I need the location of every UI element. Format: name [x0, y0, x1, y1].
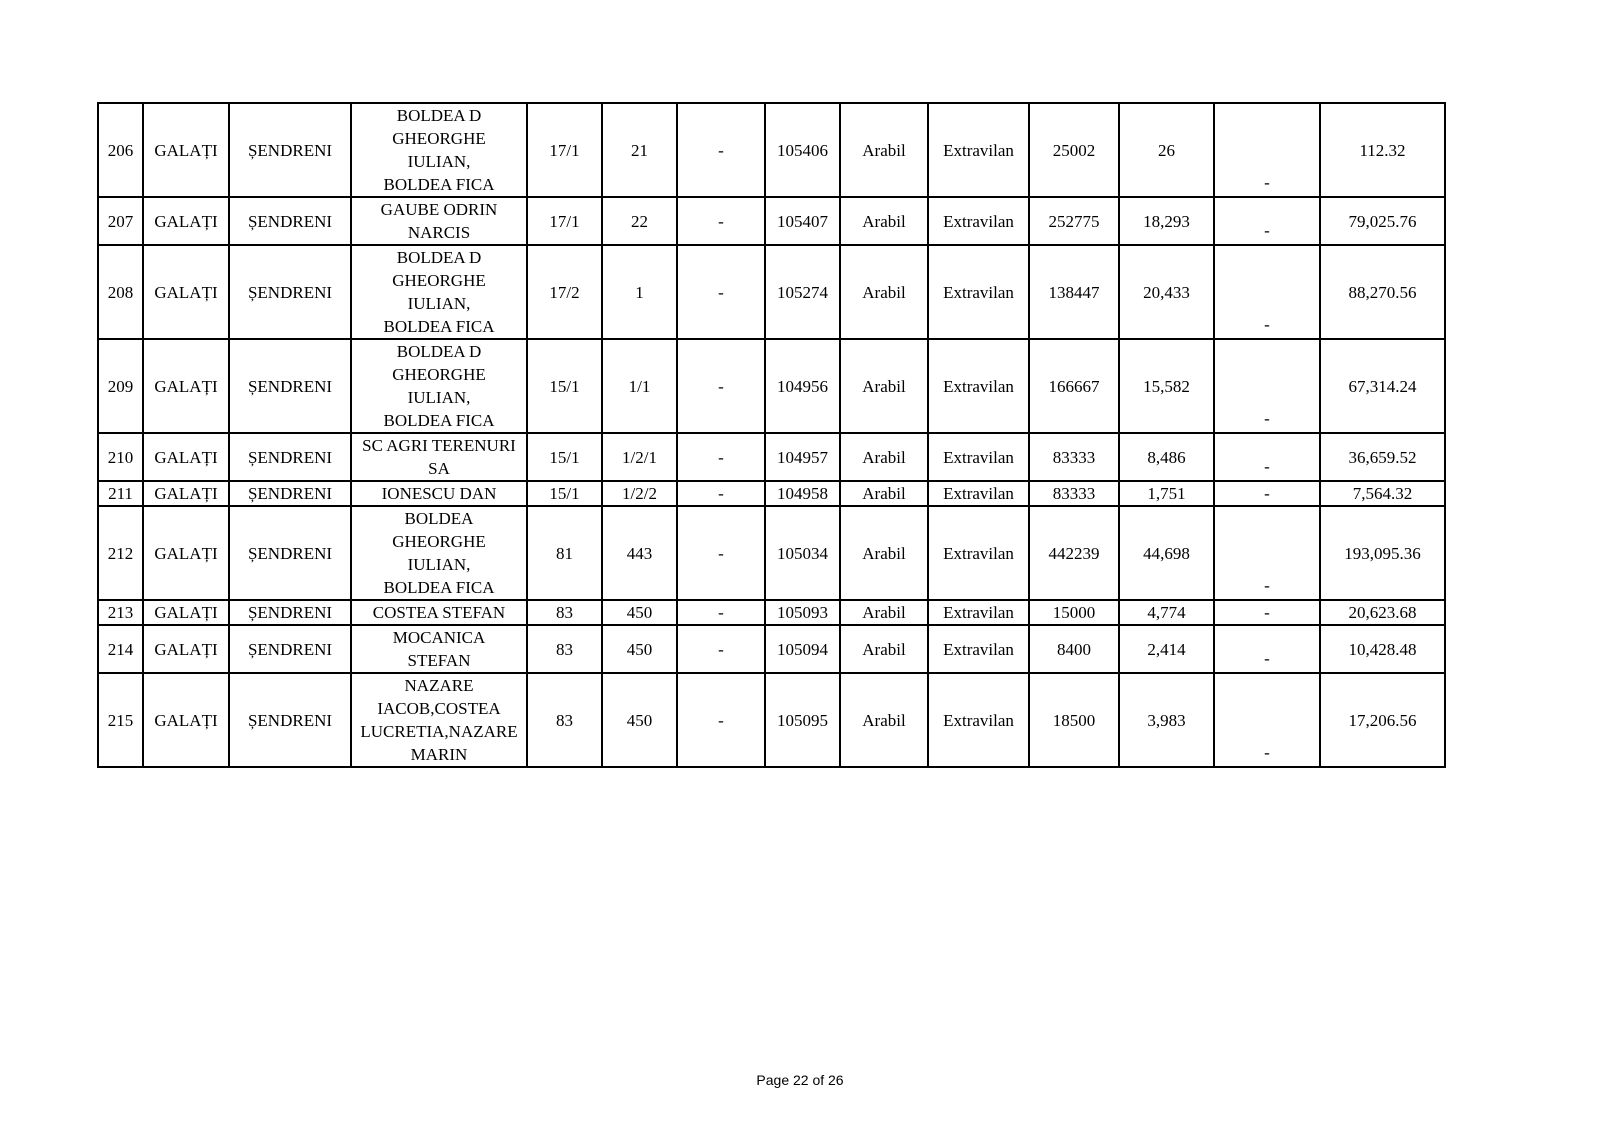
- cadastral-number-cell: 105274: [765, 245, 840, 339]
- owner-line: SC AGRI TERENURI: [362, 436, 516, 455]
- amount-cell: 10,428.48: [1320, 625, 1445, 673]
- total-area-cell: 252775: [1029, 197, 1119, 245]
- dash-cell: -: [677, 245, 765, 339]
- affected-area-cell: 3,983: [1119, 673, 1214, 767]
- dash-cell: -: [677, 506, 765, 600]
- owner-cell: [351, 625, 527, 673]
- cadastral-number-cell: 105095: [765, 673, 840, 767]
- locality-cell: ȘENDRENI: [229, 245, 351, 339]
- owner-line: BOLDEA FICA: [383, 578, 495, 597]
- row-number-cell: 208: [98, 245, 143, 339]
- county-cell: GALAȚI: [143, 506, 229, 600]
- owner-line: IACOB,COSTEA: [377, 699, 501, 718]
- table-row: [98, 481, 1445, 506]
- owner-line: IULIAN,: [407, 555, 471, 574]
- dash-low-cell: -: [1214, 673, 1320, 767]
- row-number-cell: 210: [98, 433, 143, 481]
- owner-cell: [351, 103, 527, 197]
- amount-cell: 112.32: [1320, 103, 1445, 197]
- zone-cell: Extravilan: [928, 197, 1029, 245]
- owner-cell: [351, 339, 527, 433]
- county-cell: GALAȚI: [143, 197, 229, 245]
- owner-line: GHEORGHE: [392, 129, 486, 148]
- affected-area-cell: 44,698: [1119, 506, 1214, 600]
- locality-cell: ȘENDRENI: [229, 625, 351, 673]
- row-number-cell: 213: [98, 600, 143, 625]
- zone-cell: Extravilan: [928, 481, 1029, 506]
- county-cell: GALAȚI: [143, 481, 229, 506]
- owner-line: BOLDEA D: [396, 106, 482, 125]
- table-row: [98, 625, 1445, 673]
- owner-line: BOLDEA D: [396, 248, 482, 267]
- table-row: [98, 600, 1445, 625]
- owner-line: IULIAN,: [407, 294, 471, 313]
- owner-cell: [351, 506, 527, 600]
- owner-line: NARCIS: [407, 223, 471, 242]
- amount-cell: 36,659.52: [1320, 433, 1445, 481]
- dash-low-cell: -: [1214, 339, 1320, 433]
- table-row: [98, 506, 1445, 600]
- locality-cell: ȘENDRENI: [229, 197, 351, 245]
- dash-cell: -: [677, 197, 765, 245]
- dash-cell: -: [677, 339, 765, 433]
- amount-cell: 7,564.32: [1320, 481, 1445, 506]
- owner-line: MOCANICA: [392, 628, 486, 647]
- owner-cell: [351, 197, 527, 245]
- owner-line: BOLDEA FICA: [383, 175, 495, 194]
- parcel-cell: 1/2/2: [602, 481, 677, 506]
- parcel-cell: 443: [602, 506, 677, 600]
- zone-cell: Extravilan: [928, 433, 1029, 481]
- parcel-cell: 1/1: [602, 339, 677, 433]
- locality-cell: ȘENDRENI: [229, 673, 351, 767]
- category-cell: Arabil: [840, 339, 928, 433]
- dash-low-cell: -: [1214, 245, 1320, 339]
- zone-cell: Extravilan: [928, 506, 1029, 600]
- owner-line: LUCRETIA,NAZARE: [360, 722, 518, 741]
- affected-area-cell: 1,751: [1119, 481, 1214, 506]
- owner-line: NAZARE: [404, 676, 474, 695]
- owner-cell: [351, 673, 527, 767]
- locality-cell: ȘENDRENI: [229, 433, 351, 481]
- dash-low-cell: -: [1214, 600, 1320, 625]
- tarla-cell: 15/1: [527, 481, 602, 506]
- table-row: [98, 197, 1445, 245]
- owner-line: GHEORGHE: [392, 365, 486, 384]
- tarla-cell: 15/1: [527, 433, 602, 481]
- page-number: Page 22 of 26: [756, 1072, 844, 1088]
- zone-cell: Extravilan: [928, 103, 1029, 197]
- category-cell: Arabil: [840, 600, 928, 625]
- table-row: [98, 103, 1445, 197]
- category-cell: Arabil: [840, 433, 928, 481]
- total-area-cell: 442239: [1029, 506, 1119, 600]
- row-number-cell: 209: [98, 339, 143, 433]
- owner-line: IONESCU DAN: [381, 484, 497, 503]
- affected-area-cell: 20,433: [1119, 245, 1214, 339]
- owner-line: GHEORGHE: [392, 532, 486, 551]
- cadastral-number-cell: 104956: [765, 339, 840, 433]
- row-number-cell: 215: [98, 673, 143, 767]
- cadastral-number-cell: 104957: [765, 433, 840, 481]
- parcel-cell: 450: [602, 625, 677, 673]
- total-area-cell: 8400: [1029, 625, 1119, 673]
- county-cell: GALAȚI: [143, 433, 229, 481]
- dash-low-cell: -: [1214, 103, 1320, 197]
- dash-cell: -: [677, 481, 765, 506]
- category-cell: Arabil: [840, 673, 928, 767]
- amount-cell: 193,095.36: [1320, 506, 1445, 600]
- locality-cell: ȘENDRENI: [229, 506, 351, 600]
- tarla-cell: 17/2: [527, 245, 602, 339]
- owner-cell: [351, 481, 527, 506]
- zone-cell: Extravilan: [928, 245, 1029, 339]
- tarla-cell: 83: [527, 673, 602, 767]
- owner-cell: [351, 433, 527, 481]
- parcel-cell: 22: [602, 197, 677, 245]
- parcel-cell: 21: [602, 103, 677, 197]
- tarla-cell: 83: [527, 600, 602, 625]
- affected-area-cell: 4,774: [1119, 600, 1214, 625]
- owner-line: IULIAN,: [407, 152, 471, 171]
- locality-cell: ȘENDRENI: [229, 600, 351, 625]
- amount-cell: 67,314.24: [1320, 339, 1445, 433]
- dash-low-cell: -: [1214, 506, 1320, 600]
- dash-cell: -: [677, 600, 765, 625]
- parcel-cell: 450: [602, 600, 677, 625]
- category-cell: Arabil: [840, 506, 928, 600]
- table-body: [98, 103, 1445, 767]
- locality-cell: ȘENDRENI: [229, 339, 351, 433]
- dash-cell: -: [677, 625, 765, 673]
- category-cell: Arabil: [840, 481, 928, 506]
- dash-cell: -: [677, 103, 765, 197]
- cadastral-number-cell: 105034: [765, 506, 840, 600]
- tarla-cell: 81: [527, 506, 602, 600]
- category-cell: Arabil: [840, 625, 928, 673]
- category-cell: Arabil: [840, 197, 928, 245]
- cadastral-number-cell: 105406: [765, 103, 840, 197]
- tarla-cell: 83: [527, 625, 602, 673]
- owner-line: IULIAN,: [407, 388, 471, 407]
- amount-cell: 88,270.56: [1320, 245, 1445, 339]
- table-row: [98, 245, 1445, 339]
- affected-area-cell: 2,414: [1119, 625, 1214, 673]
- table-row: [98, 339, 1445, 433]
- amount-cell: 17,206.56: [1320, 673, 1445, 767]
- owner-line: MARIN: [410, 745, 468, 764]
- tarla-cell: 17/1: [527, 197, 602, 245]
- dash-cell: -: [677, 433, 765, 481]
- row-number-cell: 207: [98, 197, 143, 245]
- row-number-cell: 212: [98, 506, 143, 600]
- zone-cell: Extravilan: [928, 673, 1029, 767]
- row-number-cell: 206: [98, 103, 143, 197]
- total-area-cell: 15000: [1029, 600, 1119, 625]
- owner-line: BOLDEA FICA: [383, 317, 495, 336]
- owner-line: BOLDEA FICA: [383, 411, 495, 430]
- county-cell: GALAȚI: [143, 245, 229, 339]
- locality-cell: ȘENDRENI: [229, 103, 351, 197]
- owner-line: SA: [428, 459, 450, 478]
- cadastral-number-cell: 105094: [765, 625, 840, 673]
- county-cell: GALAȚI: [143, 673, 229, 767]
- category-cell: Arabil: [840, 245, 928, 339]
- row-number-cell: 214: [98, 625, 143, 673]
- owner-line: GHEORGHE: [392, 271, 486, 290]
- county-cell: GALAȚI: [143, 625, 229, 673]
- parcel-cell: 1/2/1: [602, 433, 677, 481]
- total-area-cell: 25002: [1029, 103, 1119, 197]
- amount-cell: 20,623.68: [1320, 600, 1445, 625]
- cadastral-number-cell: 104958: [765, 481, 840, 506]
- amount-cell: 79,025.76: [1320, 197, 1445, 245]
- owner-line: GAUBE ODRIN: [380, 200, 498, 219]
- owner-line: STEFAN: [407, 651, 471, 670]
- total-area-cell: 166667: [1029, 339, 1119, 433]
- dash-low-cell: -: [1214, 433, 1320, 481]
- affected-area-cell: 15,582: [1119, 339, 1214, 433]
- table-row: [98, 433, 1445, 481]
- zone-cell: Extravilan: [928, 339, 1029, 433]
- row-number-cell: 211: [98, 481, 143, 506]
- zone-cell: Extravilan: [928, 600, 1029, 625]
- dash-low-cell: -: [1214, 625, 1320, 673]
- owner-cell: [351, 245, 527, 339]
- cadastral-number-cell: 105407: [765, 197, 840, 245]
- parcel-cell: 450: [602, 673, 677, 767]
- affected-area-cell: 8,486: [1119, 433, 1214, 481]
- county-cell: GALAȚI: [143, 339, 229, 433]
- locality-cell: ȘENDRENI: [229, 481, 351, 506]
- owner-line: COSTEA STEFAN: [372, 603, 506, 622]
- category-cell: Arabil: [840, 103, 928, 197]
- affected-area-cell: 18,293: [1119, 197, 1214, 245]
- affected-area-cell: 26: [1119, 103, 1214, 197]
- total-area-cell: 18500: [1029, 673, 1119, 767]
- dash-cell: -: [677, 673, 765, 767]
- owner-cell: [351, 600, 527, 625]
- cadastral-number-cell: 105093: [765, 600, 840, 625]
- total-area-cell: 83333: [1029, 481, 1119, 506]
- table-row: [98, 673, 1445, 767]
- dash-low-cell: -: [1214, 197, 1320, 245]
- dash-low-cell: -: [1214, 481, 1320, 506]
- tarla-cell: 15/1: [527, 339, 602, 433]
- zone-cell: Extravilan: [928, 625, 1029, 673]
- county-cell: GALAȚI: [143, 103, 229, 197]
- owner-line: BOLDEA: [404, 509, 474, 528]
- county-cell: GALAȚI: [143, 600, 229, 625]
- parcel-cell: 1: [602, 245, 677, 339]
- parcel-table: [97, 102, 1446, 768]
- tarla-cell: 17/1: [527, 103, 602, 197]
- owner-line: BOLDEA D: [396, 342, 482, 361]
- total-area-cell: 138447: [1029, 245, 1119, 339]
- total-area-cell: 83333: [1029, 433, 1119, 481]
